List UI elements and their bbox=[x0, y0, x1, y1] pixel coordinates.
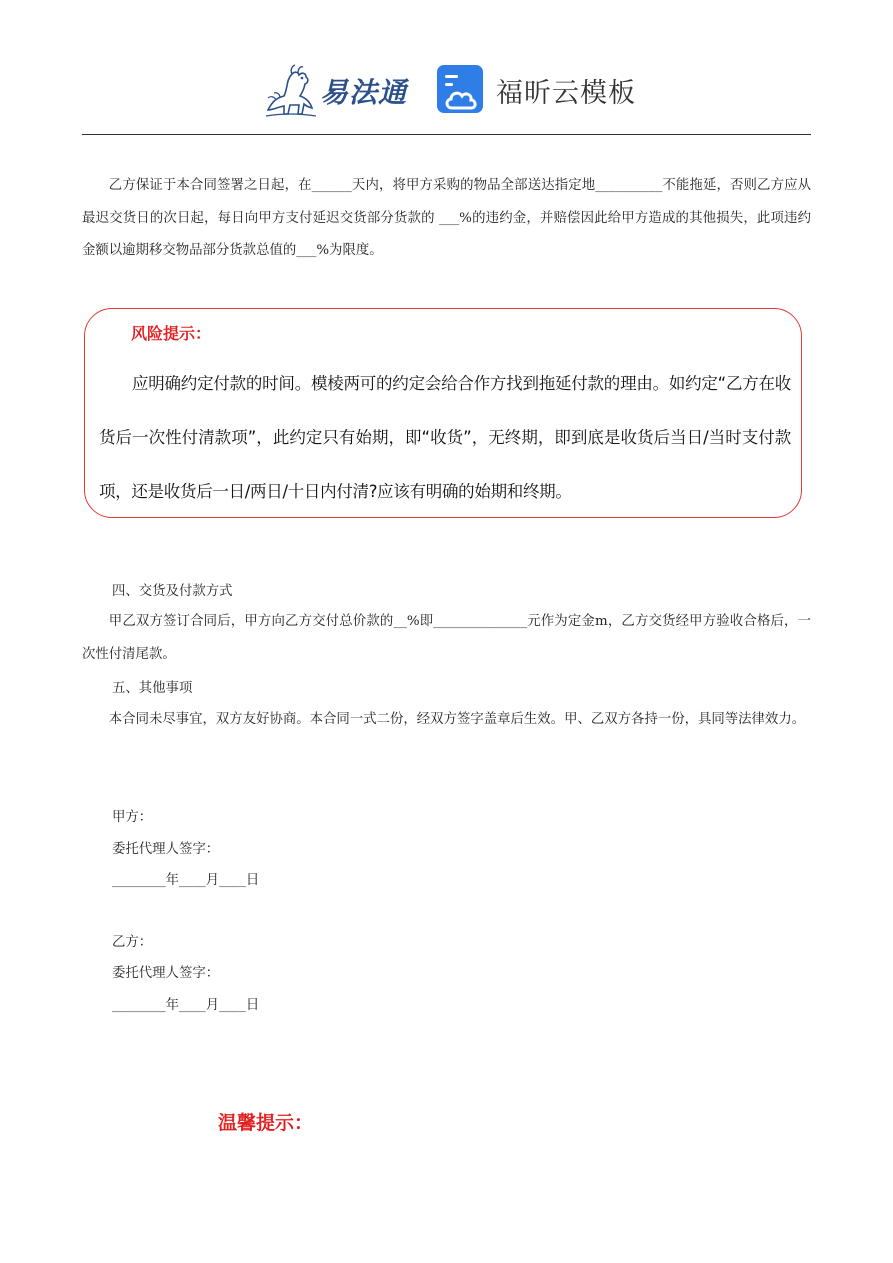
qilin-icon bbox=[262, 62, 318, 120]
document-header bbox=[0, 56, 893, 126]
section5-body: 本合同未尽事宜，双方友好协商。本合同一式二份，经双方签字盖章后生效。甲、乙双方各持一份，具同等法律效力。 bbox=[108, 712, 806, 727]
header-divider bbox=[82, 134, 811, 135]
logo2-text: 福昕云模板 bbox=[496, 77, 636, 109]
party-b-label: 乙方： bbox=[112, 935, 153, 950]
section4-body: 甲乙双方签订合同后，甲方向乙方交付总价款的__%即______________元作为定金m，乙方交货经甲方验收合格后，一次性付清尾款。 bbox=[82, 614, 811, 662]
party-a-label: 甲方： bbox=[112, 810, 153, 825]
risk-warning-box bbox=[84, 308, 802, 518]
risk-title: 风险提示： bbox=[131, 324, 212, 343]
yifatong-logo bbox=[262, 62, 407, 120]
risk-body: 应明确约定付款的时间。模棱两可的约定会给合作方找到拖延付款的理由。如约定“乙方在收货后一次性付清款项”，此约定只有始期，即“收货”，无终期，即到底是收货后当日/当时支付款项，还是收货后一日/两日/十日内付清?应该有明确的始期和终期。 bbox=[99, 374, 791, 501]
party-b-date: ________年____月____日 bbox=[112, 998, 260, 1013]
party-a-agent-signature: 委托代理人签字： bbox=[112, 842, 220, 857]
logo1-text: 易法通 bbox=[320, 76, 408, 109]
party-b-agent-signature: 委托代理人签字： bbox=[112, 966, 220, 981]
warm-tip-heading: 温馨提示： bbox=[218, 1112, 314, 1134]
cloud-document-icon bbox=[436, 64, 486, 116]
section5-heading: 五、其他事项 bbox=[112, 681, 193, 696]
party-a-date: ________年____月____日 bbox=[112, 873, 260, 888]
section4-heading: 四、交货及付款方式 bbox=[112, 584, 233, 599]
fuxin-logo bbox=[436, 64, 636, 116]
delivery-clause: 乙方保证于本合同签署之日起，在______天内，将甲方采购的物品全部送达指定地__________不能拖延，否则乙方应从最迟交货日的次日起，每日向甲方支付延迟交货部分货款的 ___%的违约金，并赔偿因此给甲方造成的其他损失，此项违约金额以逾期移交物品部分货款总值的___%为限度。 bbox=[82, 178, 811, 258]
